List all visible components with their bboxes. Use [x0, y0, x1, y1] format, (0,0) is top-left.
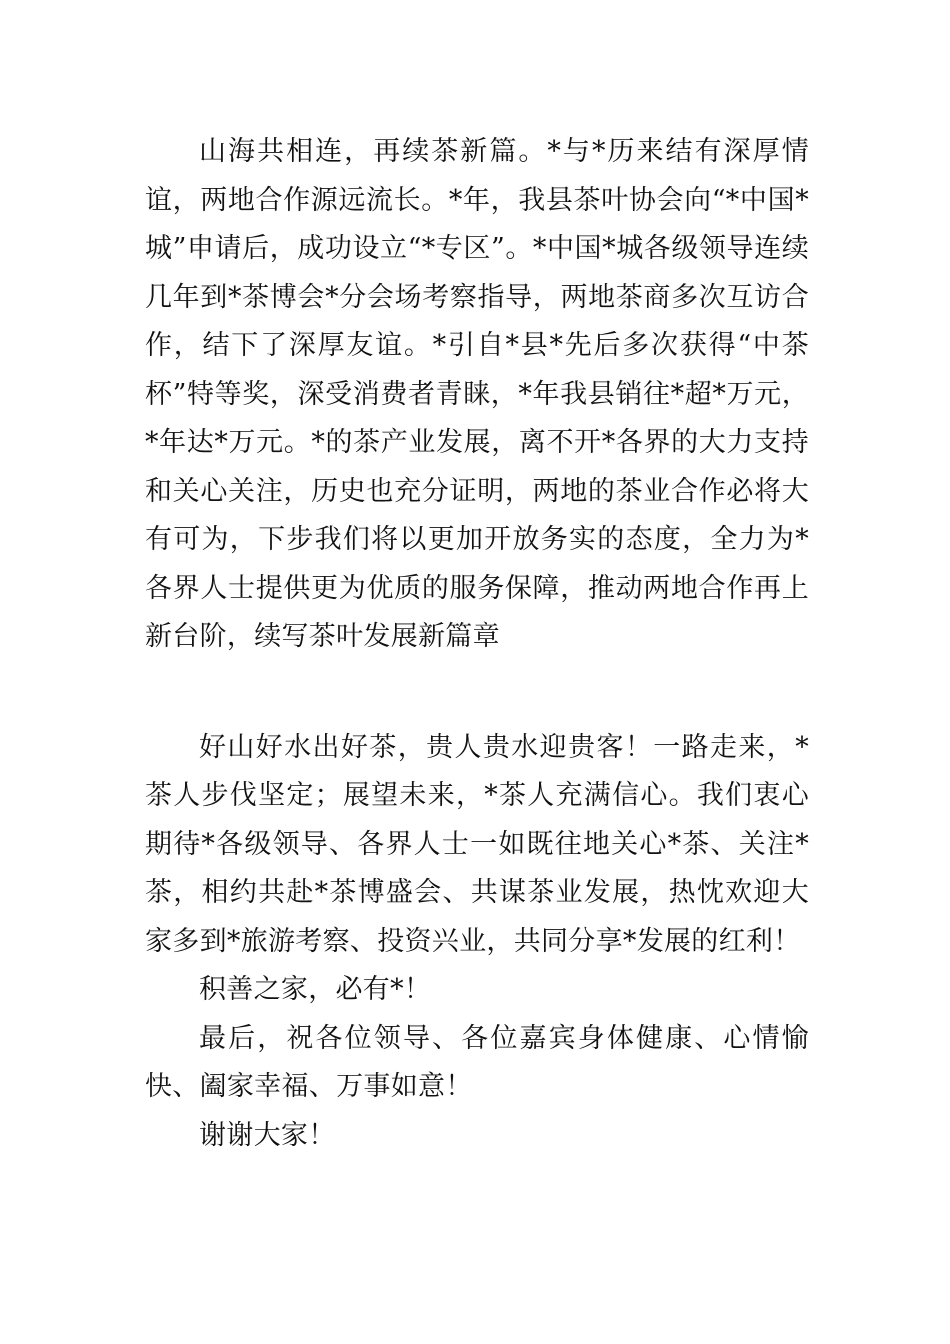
paragraph-thanks: 谢谢大家！ — [199, 1119, 336, 1151]
paragraph-proverb: 积善之家，必有*！ — [199, 974, 432, 1005]
paragraph-invitation: 好山好水出好茶，贵人贵水迎贵客！一路走来，*茶人步伐坚定；展望未来，*茶人充满信心。我们衷心期待*各级领导、各界人士一如既往地关心*茶、关注*茶，相约共赴*茶博盛会、共谋茶业发展，热忱欢迎大家多到*旅游考察、投资兴业，共同分享*发展的红利！ — [145, 731, 809, 957]
paragraph-gap — [145, 662, 809, 724]
document-body — [145, 128, 809, 1160]
paragraph-wishes: 最后，祝各位领导、各位嘉宾身体健康、心情愉快、阖家幸福、万事如意！ — [145, 1022, 809, 1102]
paragraph-cooperation: 山海共相连，再续茶新篇。*与*历来结有深厚情谊，两地合作源远流长。*年，我县茶叶协会向“*中国*城”申请后，成功设立“*专区”。*中国*城各级领导连续几年到*茶博会*分会场考察指导，两地茶商多次互访合作，结下了深厚友谊。*引自*县*先后多次获得“中茶杯”特等奖，深受消费者青睐，*年我县销往*超*万元，*年达*万元。*的茶产业发展，离不开*各界的大力支持和关心关注，历史也充分证明，两地的茶业合作必将大有可为，下步我们将以更加开放务实的态度，全力为*各界人士提供更为优质的服务保障，推动两地合作再上新台阶，续写茶叶发展新篇章 — [145, 136, 809, 652]
